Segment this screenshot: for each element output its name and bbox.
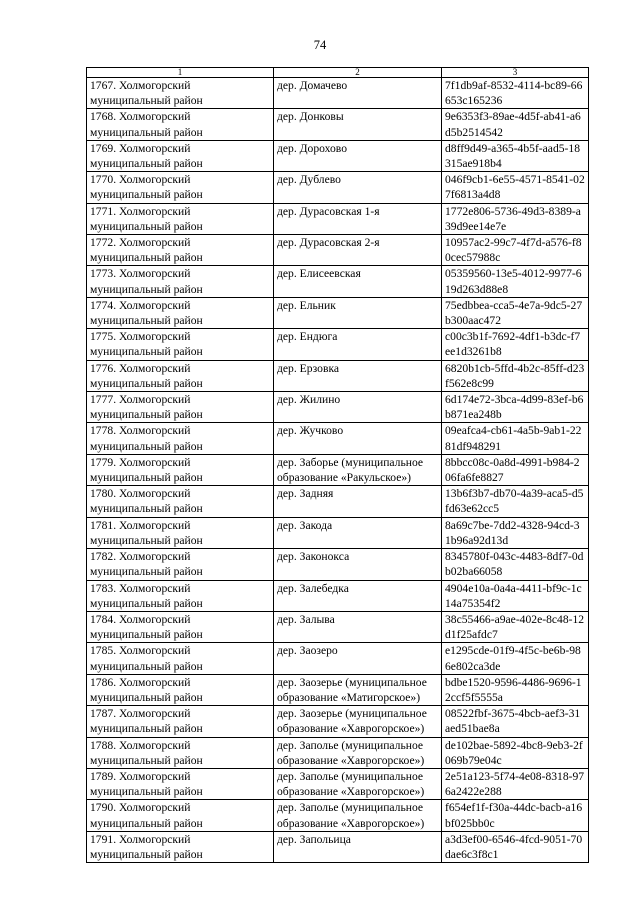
settlement-cell: дер. Запольица <box>274 831 442 862</box>
guid-cell: 08522fbf-3675-4bcb-aef3-31aed51bae8a <box>442 706 589 737</box>
settlement-cell: дер. Заозерье (муниципальное образование «Матигорское») <box>274 674 442 705</box>
table-body <box>87 78 589 863</box>
settlement-cell: дер. Домачево <box>274 78 442 109</box>
page-number: 74 <box>313 38 327 52</box>
settlement-cell: дер. Дурасовская 1-я <box>274 203 442 234</box>
settlement-cell: дер. Заполье (муниципальное образование «Хаврогорское») <box>274 737 442 768</box>
settlement-cell: дер. Залыва <box>274 611 442 642</box>
district-cell: 1781. Холмогорский муниципальный район <box>87 517 274 548</box>
settlement-cell: дер. Заполье (муниципальное образование «Хаврогорское») <box>274 768 442 799</box>
guid-cell: 2e51a123-5f74-4e08-8318-976a2422e288 <box>442 768 589 799</box>
district-cell: 1789. Холмогорский муниципальный район <box>87 768 274 799</box>
guid-cell: 6820b1cb-5ffd-4b2c-85ff-d23f562e8c99 <box>442 360 589 391</box>
settlement-cell: дер. Жучково <box>274 423 442 454</box>
settlement-cell: дер. Закода <box>274 517 442 548</box>
settlement-cell: дер. Донковы <box>274 109 442 140</box>
table-row <box>87 611 589 642</box>
table-row <box>87 109 589 140</box>
district-cell: 1784. Холмогорский муниципальный район <box>87 611 274 642</box>
district-cell: 1772. Холмогорский муниципальный район <box>87 235 274 266</box>
district-cell: 1785. Холмогорский муниципальный район <box>87 643 274 674</box>
table-row <box>87 392 589 423</box>
guid-cell: 10957ac2-99c7-4f7d-a576-f80cec57988c <box>442 235 589 266</box>
guid-cell: 046f9cb1-6e55-4571-8541-027f6813a4d8 <box>442 172 589 203</box>
guid-cell: 7f1db9af-8532-4114-bc89-66653c165236 <box>442 78 589 109</box>
settlement-cell: дер. Заполье (муниципальное образование «Хаврогорское») <box>274 800 442 831</box>
table-header <box>87 68 589 78</box>
settlement-cell: дер. Елисеевская <box>274 266 442 297</box>
table-row <box>87 454 589 485</box>
settlement-cell: дер. Ельник <box>274 297 442 328</box>
settlement-cell: дер. Ендюга <box>274 329 442 360</box>
table-row <box>87 800 589 831</box>
table-row <box>87 768 589 799</box>
settlement-cell: дер. Дублево <box>274 172 442 203</box>
district-cell: 1783. Холмогорский муниципальный район <box>87 580 274 611</box>
guid-cell: c00c3b1f-7692-4df1-b3dc-f7ee1d3261b8 <box>442 329 589 360</box>
table-row <box>87 140 589 171</box>
guid-cell: 8bbcc08c-0a8d-4991-b984-206fa6fe8827 <box>442 454 589 485</box>
district-cell: 1767. Холмогорский муниципальный район <box>87 78 274 109</box>
district-cell: 1775. Холмогорский муниципальный район <box>87 329 274 360</box>
table-row <box>87 297 589 328</box>
settlement-cell: дер. Заборье (муниципальное образование «Ракульское») <box>274 454 442 485</box>
table-row <box>87 831 589 862</box>
table-row <box>87 203 589 234</box>
registry-table <box>86 67 589 863</box>
guid-cell: bdbe1520-9596-4486-9696-12ccf5f5555a <box>442 674 589 705</box>
settlement-cell: дер. Дурасовская 2-я <box>274 235 442 266</box>
settlement-cell: дер. Законокса <box>274 549 442 580</box>
table-row <box>87 266 589 297</box>
guid-cell: de102bae-5892-4bc8-9eb3-2f069b79e04c <box>442 737 589 768</box>
table-row <box>87 78 589 109</box>
settlement-cell: дер. Дорохово <box>274 140 442 171</box>
table-row <box>87 674 589 705</box>
header-row <box>87 68 589 78</box>
settlement-cell: дер. Жилино <box>274 392 442 423</box>
table-row <box>87 360 589 391</box>
settlement-cell: дер. Задняя <box>274 486 442 517</box>
guid-cell: 4904e10a-0a4a-4411-bf9c-1c14a75354f2 <box>442 580 589 611</box>
district-cell: 1791. Холмогорский муниципальный район <box>87 831 274 862</box>
guid-cell: 8345780f-043c-4483-8df7-0db02ba66058 <box>442 549 589 580</box>
table-row <box>87 329 589 360</box>
settlement-cell: дер. Ерзовка <box>274 360 442 391</box>
table-row <box>87 706 589 737</box>
district-cell: 1778. Холмогорский муниципальный район <box>87 423 274 454</box>
guid-cell: 05359560-13e5-4012-9977-619d263d88e8 <box>442 266 589 297</box>
district-cell: 1788. Холмогорский муниципальный район <box>87 737 274 768</box>
table-row <box>87 737 589 768</box>
guid-cell: 6d174e72-3bca-4d99-83ef-b6b871ea248b <box>442 392 589 423</box>
district-cell: 1771. Холмогорский муниципальный район <box>87 203 274 234</box>
guid-cell: 8a69c7be-7dd2-4328-94cd-31b96a92d13d <box>442 517 589 548</box>
table-row <box>87 423 589 454</box>
table-row <box>87 486 589 517</box>
guid-cell: 75edbbea-cca5-4e7a-9dc5-27b300aac472 <box>442 297 589 328</box>
table-row <box>87 172 589 203</box>
column-header-2: 2 <box>274 68 442 78</box>
settlement-cell: дер. Заозеро <box>274 643 442 674</box>
table-row <box>87 549 589 580</box>
settlement-cell: дер. Заозерье (муниципальное образование «Хаврогорское») <box>274 706 442 737</box>
column-header-1: 1 <box>87 68 274 78</box>
guid-cell: 38c55466-a9ae-402e-8c48-12d1f25afdc7 <box>442 611 589 642</box>
district-cell: 1782. Холмогорский муниципальный район <box>87 549 274 580</box>
table-row <box>87 580 589 611</box>
settlement-cell: дер. Залебедка <box>274 580 442 611</box>
district-cell: 1779. Холмогорский муниципальный район <box>87 454 274 485</box>
guid-cell: 9e6353f3-89ae-4d5f-ab41-a6d5b2514542 <box>442 109 589 140</box>
district-cell: 1774. Холмогорский муниципальный район <box>87 297 274 328</box>
table-row <box>87 643 589 674</box>
guid-cell: 13b6f3b7-db70-4a39-aca5-d5fd63e62cc5 <box>442 486 589 517</box>
table-row <box>87 235 589 266</box>
column-header-3: 3 <box>442 68 589 78</box>
guid-cell: d8ff9d49-a365-4b5f-aad5-18315ae918b4 <box>442 140 589 171</box>
district-cell: 1776. Холмогорский муниципальный район <box>87 360 274 391</box>
district-cell: 1770. Холмогорский муниципальный район <box>87 172 274 203</box>
guid-cell: f654ef1f-f30a-44dc-bacb-a16bf025bb0c <box>442 800 589 831</box>
guid-cell: e1295cde-01f9-4f5c-be6b-986e802ca3de <box>442 643 589 674</box>
guid-cell: a3d3ef00-6546-4fcd-9051-70dae6c3f8c1 <box>442 831 589 862</box>
district-cell: 1787. Холмогорский муниципальный район <box>87 706 274 737</box>
district-cell: 1786. Холмогорский муниципальный район <box>87 674 274 705</box>
guid-cell: 09eafca4-cb61-4a5b-9ab1-2281df948291 <box>442 423 589 454</box>
district-cell: 1777. Холмогорский муниципальный район <box>87 392 274 423</box>
district-cell: 1768. Холмогорский муниципальный район <box>87 109 274 140</box>
table-row <box>87 517 589 548</box>
district-cell: 1790. Холмогорский муниципальный район <box>87 800 274 831</box>
district-cell: 1769. Холмогорский муниципальный район <box>87 140 274 171</box>
district-cell: 1773. Холмогорский муниципальный район <box>87 266 274 297</box>
guid-cell: 1772e806-5736-49d3-8389-a39d9ee14e7e <box>442 203 589 234</box>
district-cell: 1780. Холмогорский муниципальный район <box>87 486 274 517</box>
